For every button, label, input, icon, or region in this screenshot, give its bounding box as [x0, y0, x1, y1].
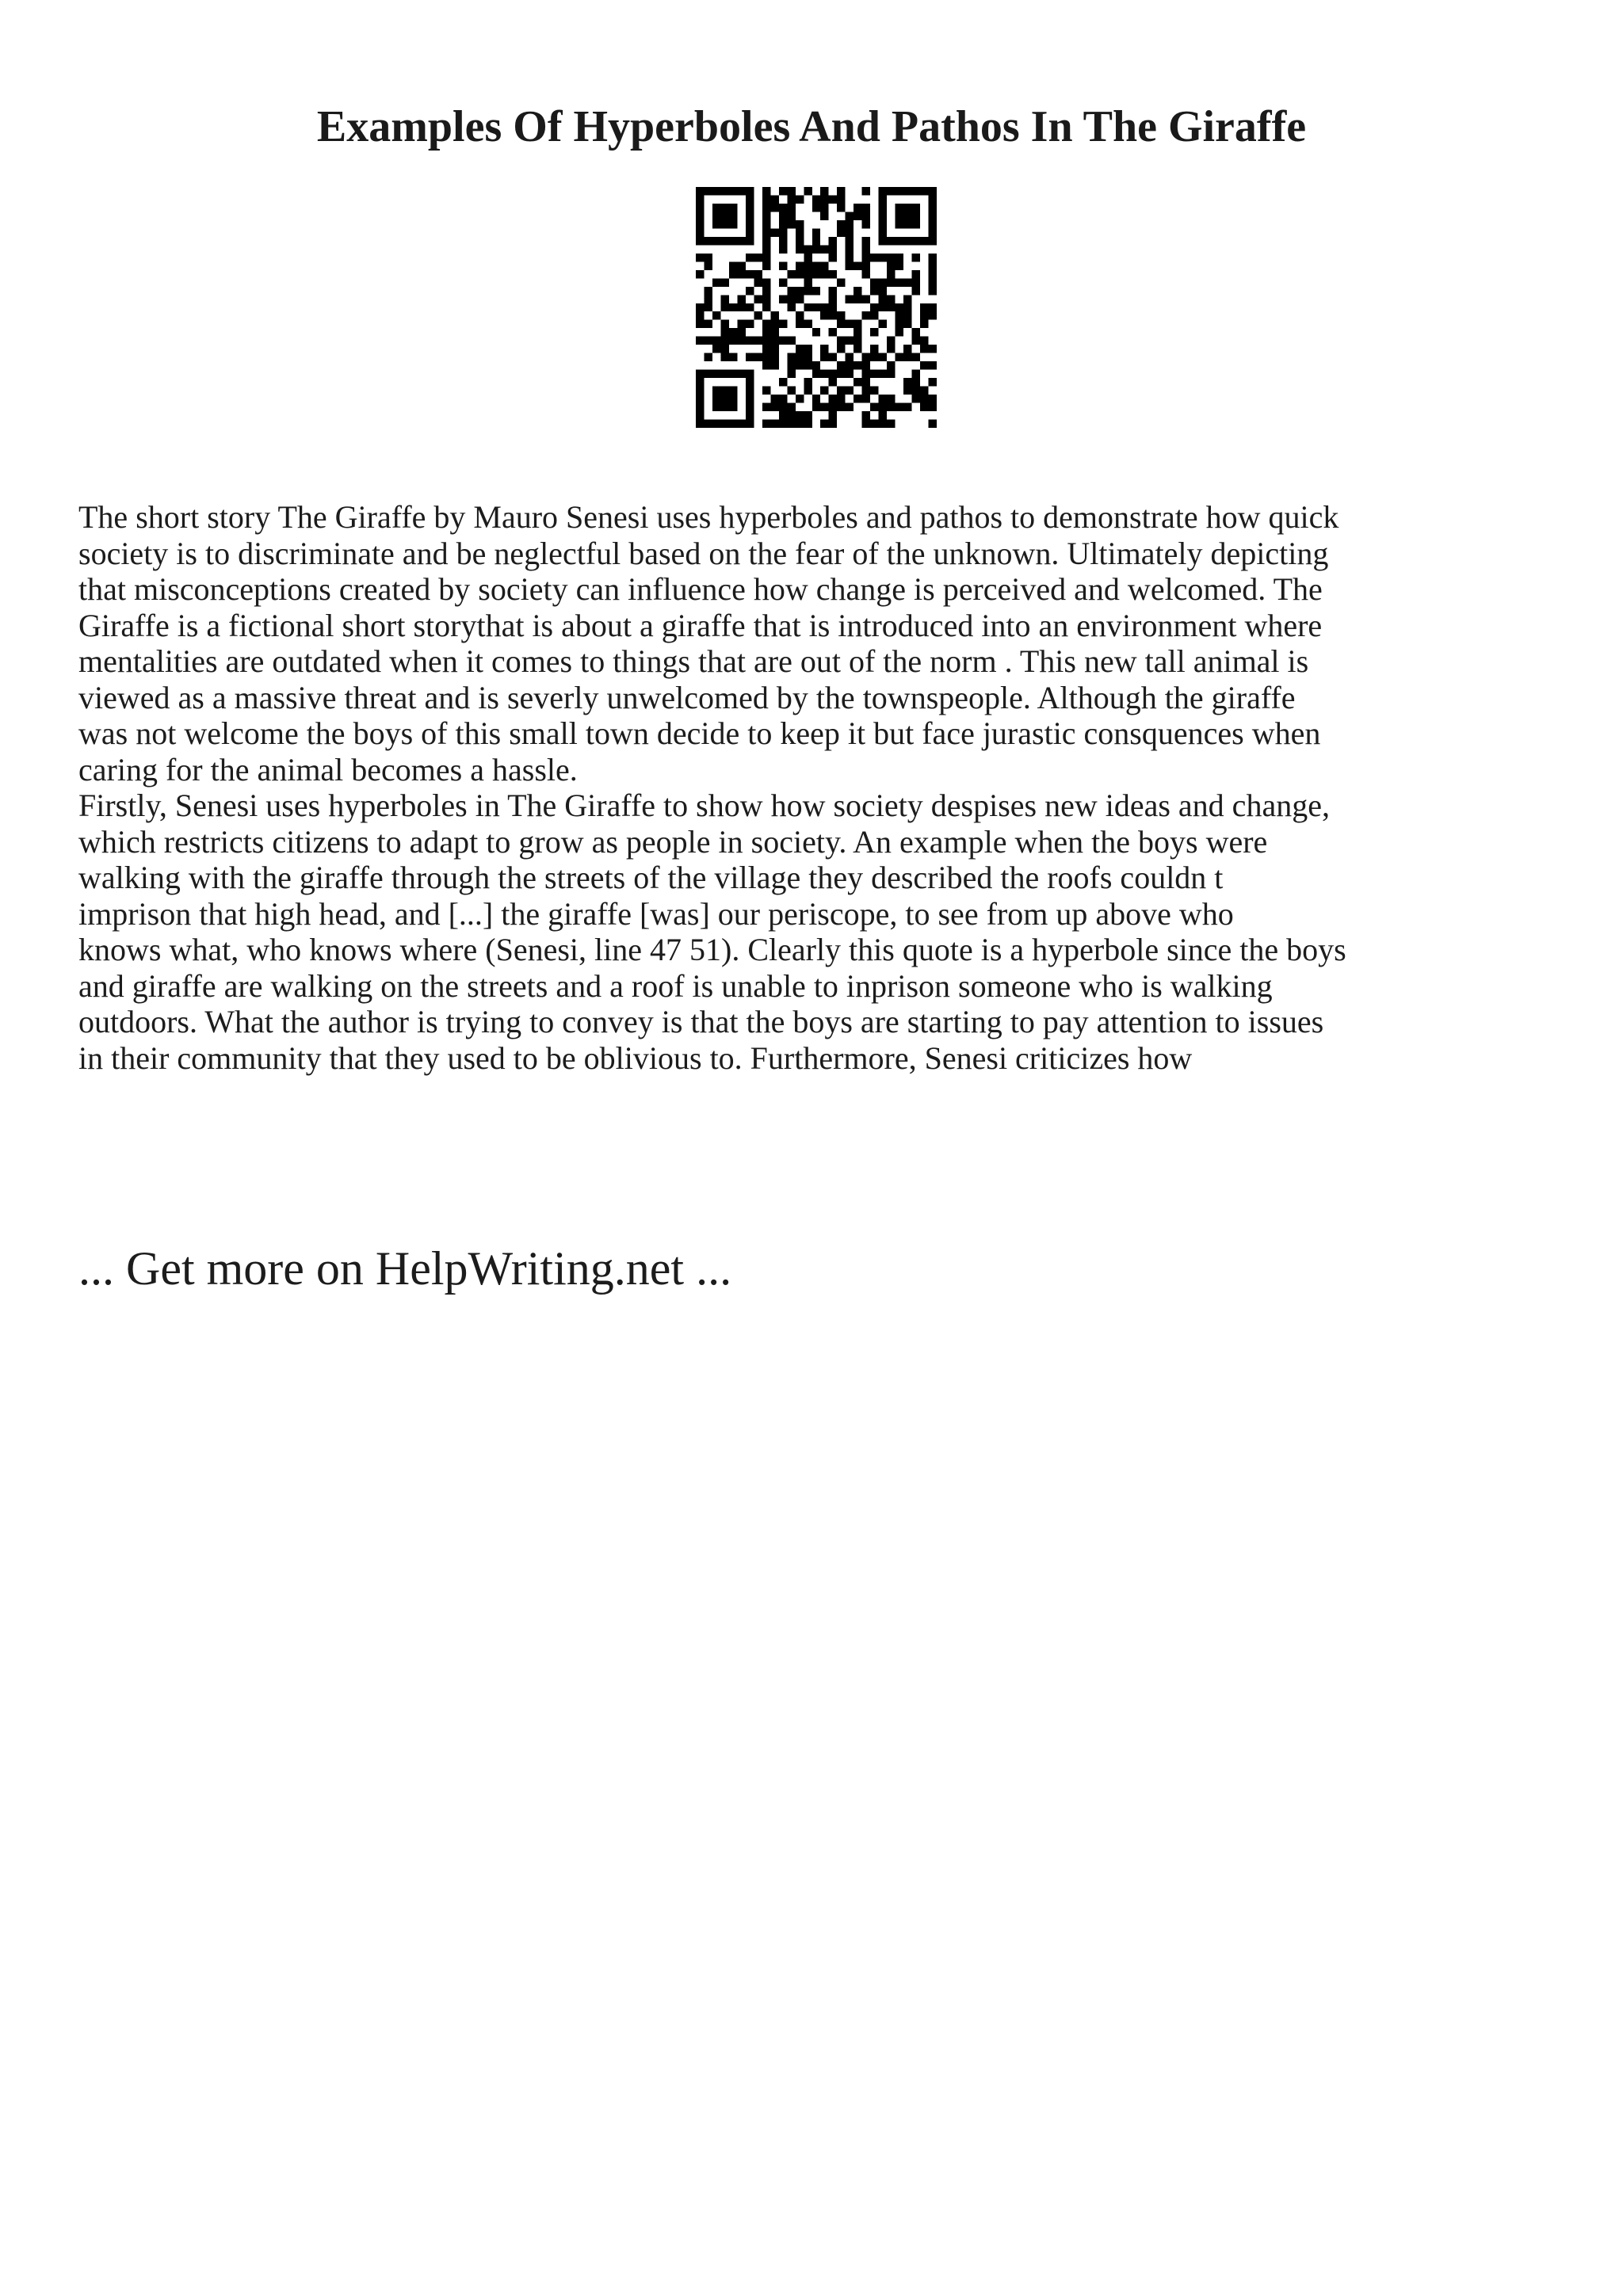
text-line: and giraffe are walking on the streets and a roof is unable to inprison someone who is walking [78, 967, 1273, 1004]
paragraph [78, 788, 1568, 1076]
get-more-link[interactable]: ... Get more on HelpWriting.net ... [78, 1242, 732, 1295]
text-line: Giraffe is a fictional short storythat is about a giraffe that is introduced into an environment where [78, 607, 1323, 643]
text-line: which restricts citizens to adapt to grow as people in society. An example when the boys were [78, 823, 1268, 860]
text-line: The short story The Giraffe by Mauro Senesi uses hyperboles and pathos to demonstrate how quick [78, 499, 1339, 535]
text-line: imprison that high head, and [...] the giraffe [was] our periscope, to see from up above who [78, 895, 1234, 932]
text-line: walking with the giraffe through the streets of the village they described the roofs couldn t [78, 860, 1224, 895]
essay-body [78, 499, 1568, 1076]
page-title: Examples Of Hyperboles And Pathos In The Giraffe [316, 102, 1307, 151]
text-line: caring for the animal becomes a hassle. [78, 751, 578, 788]
paragraph [78, 499, 1568, 788]
qr-code[interactable] [696, 187, 937, 428]
text-line: knows what, who knows where (Senesi, line 47 51). Clearly this quote is a hyperbole since the boys [78, 932, 1346, 967]
text-line: was not welcome the boys of this small town decide to keep it but face jurastic consquences when [78, 715, 1321, 751]
text-line: outdoors. What the author is trying to convey is that the boys are starting to pay attention to issues [78, 1004, 1324, 1039]
text-line: that misconceptions created by society can influence how change is perceived and welcomed. The [78, 571, 1323, 607]
text-line: mentalities are outdated when it comes to things that are out of the norm . This new tall animal is [78, 643, 1309, 679]
text-line: in their community that they used to be oblivious to. Furthermore, Senesi criticizes how [78, 1039, 1193, 1076]
text-line: society is to discriminate and be neglectful based on the fear of the unknown. Ultimately depicting [78, 535, 1329, 571]
text-line: viewed as a massive threat and is severly unwelcomed by the townspeople. Although the giraffe [78, 679, 1296, 715]
text-line: Firstly, Senesi uses hyperboles in The Giraffe to show how society despises new ideas and change, [78, 788, 1330, 823]
